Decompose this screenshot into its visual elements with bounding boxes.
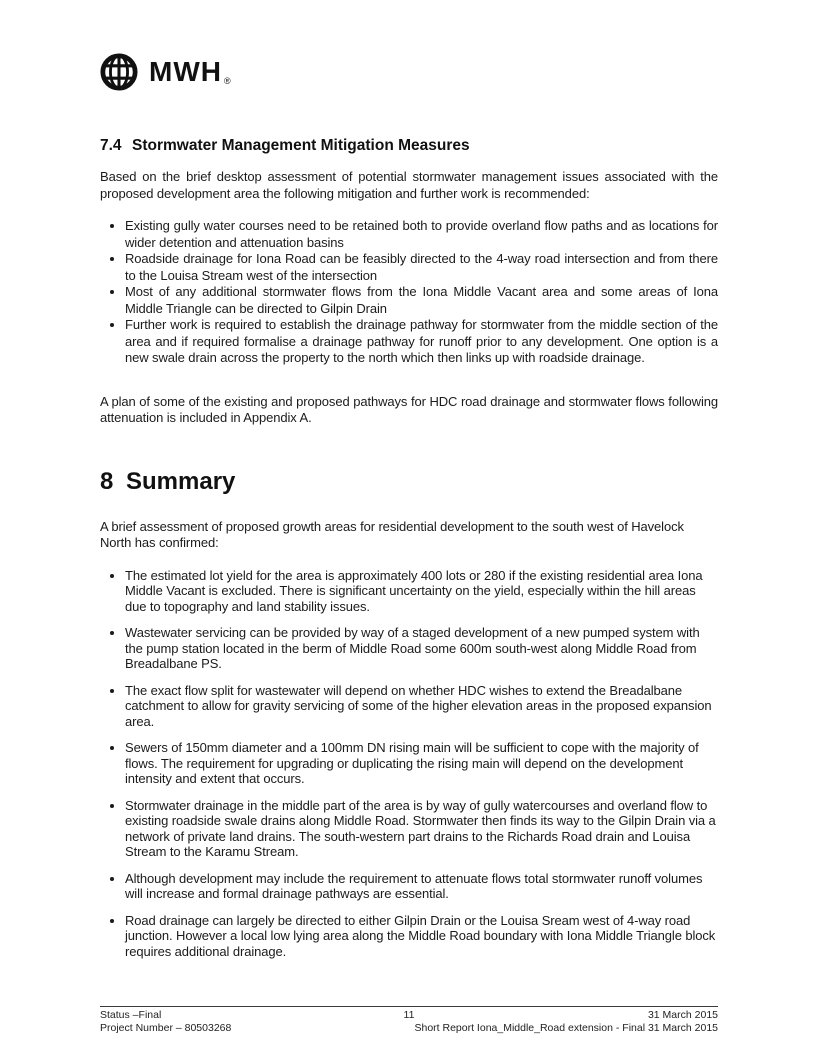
company-logo bbox=[100, 53, 718, 91]
bullet-item: • Sewers of 150mm diameter and a 100mm DN rising main will be sufficient to cope with the majority of flows. The requirement for upgrading or duplicating the rising main will depend on the development intensity and extent that occurs. bbox=[125, 740, 718, 787]
footer-project-number: Project Number – 80503268 bbox=[100, 1022, 232, 1034]
footer-report-title: Short Report Iona_Middle_Road extension - Final 31 March 2015 bbox=[414, 1022, 718, 1034]
section-number: 8 bbox=[100, 467, 114, 495]
footer-date: 31 March 2015 bbox=[647, 1009, 718, 1021]
page-content bbox=[100, 0, 718, 959]
bullet-item: • Existing gully water courses need to be retained both to provide overland flow paths and as locations for wider detention and attenuation basins bbox=[125, 218, 718, 251]
section-7-4-intro: Based on the brief desktop assessment of potential stormwater management issues associated with the proposed development area the following mitigation and further work is recommended: bbox=[100, 169, 718, 201]
section-7-4-heading bbox=[100, 137, 718, 155]
page-footer bbox=[100, 1006, 718, 1035]
section-8-intro: A brief assessment of proposed growth areas for residential development to the south west of Havelock North has confirmed: bbox=[100, 518, 684, 550]
page-number: 11 bbox=[403, 1009, 415, 1021]
section-stormwater-mitigation bbox=[100, 137, 718, 427]
brand-name: MWH bbox=[149, 56, 222, 87]
bullet-item: • The exact flow split for wastewater will depend on whether HDC wishes to extend the Breadalbane catchment to allow for gravity servicing of some of the higher elevation areas in the proposed expansion area. bbox=[125, 683, 718, 730]
bullet-item: • Roadside drainage for Iona Road can be feasibly directed to the 4-way road intersection and from there to the Louisa Stream west of the intersection bbox=[125, 251, 718, 284]
globe-icon bbox=[100, 53, 138, 91]
bullet-item: • The estimated lot yield for the area is approximately 400 lots or 280 if the existing residential area Iona Middle Vacant is excluded. There is significant uncertainty on the yield, especially within the hill areas due to topography and land stability issues. bbox=[125, 568, 718, 615]
section-number: 7.4 bbox=[100, 137, 122, 154]
bullet-item: • Although development may include the requirement to attenuate flows total stormwater runoff volumes will increase and formal drainage pathways are essential. bbox=[125, 871, 718, 902]
bullet-item: • Most of any additional stormwater flows from the Iona Middle Vacant area and some areas of Iona Middle Triangle can be directed to Gilpin Drain bbox=[125, 284, 718, 317]
mitigation-bullet-list bbox=[100, 218, 718, 367]
summary-bullet-list bbox=[100, 568, 718, 960]
bullet-item: • Road drainage can largely be directed to either Gilpin Drain or the Louisa Sream west of 4-way road junction. However a local low lying area along the Middle Road boundary with Iona Middle Triangle block requires additional drainage. bbox=[125, 913, 718, 960]
section-title: Summary bbox=[126, 467, 236, 495]
bullet-item: • Further work is required to establish the drainage pathway for stormwater from the middle section of the area and if required formalise a drainage pathway for runoff prior to any development. One option is a new swale drain across the property to the north which then links up with roadside drainage. bbox=[125, 317, 718, 367]
footer-status: Status –Final bbox=[100, 1009, 162, 1021]
section-8-heading bbox=[100, 468, 718, 496]
registered-mark: ® bbox=[223, 76, 231, 86]
section-summary bbox=[100, 468, 718, 960]
footer-row bbox=[100, 1009, 718, 1035]
bullet-item: • Wastewater servicing can be provided by way of a staged development of a new pumped system with the pump station located in the berm of Middle Road some 600m south-west along Middle Road from Breadalbane PS. bbox=[125, 625, 718, 672]
bullet-item: • Stormwater drainage in the middle part of the area is by way of gully watercourses and overland flow to existing roadside swale drains along Middle Road. Stormwater then finds its way to the Gilpin Drain via a network of private land drains. The south-western part drains to the Richards Road drain and Louisa Stream to the Karamu Stream. bbox=[125, 798, 718, 860]
section-title: Stormwater Management Mitigation Measures bbox=[132, 137, 470, 154]
section-7-4-closing: A plan of some of the existing and proposed pathways for HDC road drainage and stormwater flows following attenuation is included in Appendix A. bbox=[100, 393, 718, 425]
